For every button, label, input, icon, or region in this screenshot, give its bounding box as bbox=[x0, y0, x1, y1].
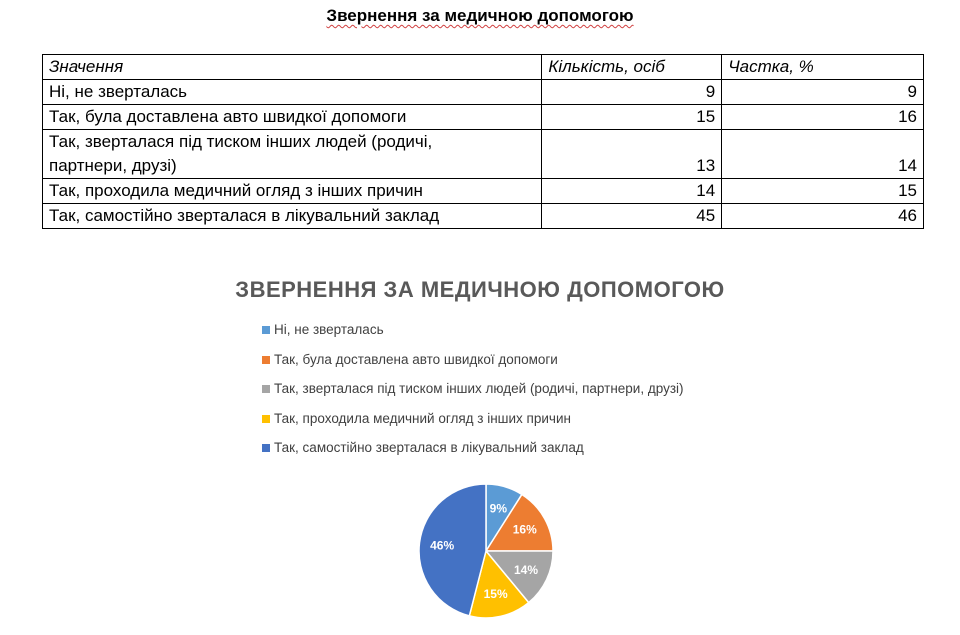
legend-label: Ні, не зверталась bbox=[274, 322, 384, 337]
row-share: 9 bbox=[722, 80, 924, 105]
row-count: 9 bbox=[542, 80, 722, 105]
row-count: 13 bbox=[542, 130, 722, 179]
header-count: Кількість, осіб bbox=[542, 55, 722, 80]
row-share: 14 bbox=[722, 130, 924, 179]
pie-data-label: 14% bbox=[513, 562, 539, 577]
legend-label: Так, проходила медичний огляд з інших причин bbox=[274, 410, 571, 426]
header-share: Частка, % bbox=[722, 55, 924, 80]
legend-label: Так, зверталася під тиском інших людей (родичі, партнери, друзі) bbox=[274, 381, 684, 396]
pie-data-label: 46% bbox=[430, 538, 455, 553]
row-count: 45 bbox=[542, 204, 722, 229]
row-count: 15 bbox=[542, 105, 722, 130]
row-label: Так, проходила медичний огляд з інших причин bbox=[43, 179, 542, 204]
row-share: 46 bbox=[722, 204, 924, 229]
row-label: Так, була доставлена авто швидкої допомоги bbox=[43, 105, 542, 130]
chart-title: ЗВЕРНЕННЯ ЗА МЕДИЧНОЮ ДОПОМОГОЮ bbox=[235, 277, 725, 302]
legend-label: Так, була доставлена авто швидкої допомоги bbox=[274, 351, 558, 367]
legend-label: Так, самостійно зверталася в лікувальний заклад bbox=[274, 440, 584, 455]
row-label-line: партнери, друзі) bbox=[49, 156, 177, 175]
row-label: Ні, не зверталась bbox=[43, 80, 542, 105]
row-label-line: Так, зверталася під тиском інших людей (родичі, bbox=[49, 132, 433, 151]
header-value: Значення bbox=[43, 55, 542, 80]
pie-data-label: 15% bbox=[483, 587, 508, 602]
pie-data-label: 9% bbox=[489, 501, 508, 516]
row-share: 15 bbox=[722, 179, 924, 204]
pie-data-label: 16% bbox=[512, 522, 537, 537]
row-count: 14 bbox=[542, 179, 722, 204]
row-share: 16 bbox=[722, 105, 924, 130]
row-label: Так, самостійно зверталася в лікувальний заклад bbox=[43, 204, 542, 229]
document-title-text: Звернення за медичною допомогою bbox=[326, 6, 634, 25]
